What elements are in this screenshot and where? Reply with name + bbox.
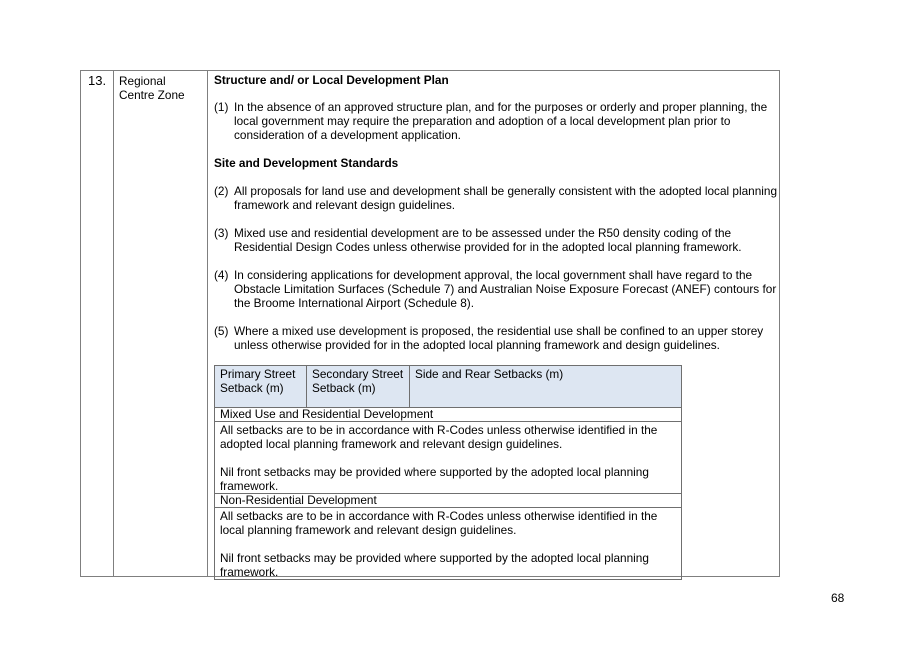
clause-number: (5) [214, 324, 229, 338]
zone-provisions [214, 73, 778, 352]
section-heading-structure: Structure and/ or Local Development Plan [214, 73, 449, 87]
clause-4 [214, 268, 778, 310]
row-number: 13. [88, 73, 107, 88]
header-side-rear-setbacks: Side and Rear Setbacks (m) [410, 366, 682, 408]
clause-number: (1) [214, 100, 229, 114]
setbacks-body-row [215, 422, 682, 494]
section-heading-site: Site and Development Standards [214, 156, 399, 170]
column-divider [113, 71, 114, 576]
clause-number: (4) [214, 268, 229, 282]
setback-note: All setbacks are to be in accordance with R-Codes unless otherwise identified in the local planning framework and relevant design guidelines. [220, 509, 658, 537]
setback-note: All setbacks are to be in accordance with R-Codes unless otherwise identified in the adopted local planning framework and relevant design guidelines. [220, 423, 658, 451]
section-title: Non-Residential Development [215, 494, 682, 508]
page-number: 68 [831, 591, 845, 605]
setbacks-header-row [215, 366, 682, 408]
clause-number: (2) [214, 184, 229, 198]
column-divider [207, 71, 208, 576]
section-row-mixed-use [215, 408, 682, 422]
setbacks-table [214, 365, 682, 580]
zone-row [80, 70, 780, 577]
clause-text: In considering applications for development approval, the local government shall have regard to the Obstacle Limitation Surfaces (Schedule 7) and Australian Noise Exposure Forecast (ANEF) contours for the Broome International Airport (Schedule 8). [234, 268, 777, 310]
clause-1 [214, 100, 778, 142]
clause-text: In the absence of an approved structure plan, and for the purposes or orderly and proper planning, the local government may require the preparation and adoption of a local development plan prior to consideration of a development application. [234, 100, 768, 142]
clause-2 [214, 184, 778, 212]
clause-5 [214, 324, 778, 352]
header-primary-street-setback: Primary Street Setback (m) [215, 366, 307, 408]
section-title: Mixed Use and Residential Development [215, 408, 682, 422]
zone-name [119, 74, 209, 102]
section-row-non-residential [215, 494, 682, 508]
clause-text: Where a mixed use development is proposed, the residential use shall be confined to an upper storey unless otherwise provided for in the adopted local planning framework and design guidelines. [234, 324, 764, 352]
zone-name-line: Centre Zone [119, 88, 185, 102]
clause-3 [214, 226, 778, 254]
zone-name-line: Regional [119, 74, 166, 88]
setback-note: Nil front setbacks may be provided where supported by the adopted local planning framework. [220, 551, 649, 579]
setback-note: Nil front setbacks may be provided where supported by the adopted local planning framework. [220, 465, 649, 493]
clause-text: All proposals for land use and development shall be generally consistent with the adopted local planning framework and relevant design guidelines. [234, 184, 778, 212]
clause-number: (3) [214, 226, 229, 240]
clause-text: Mixed use and residential development are to be assessed under the R50 density coding of the Residential Design Codes unless otherwise provided for in the adopted local planning framework. [234, 226, 742, 254]
header-secondary-street-setback: Secondary Street Setback (m) [307, 366, 410, 408]
setbacks-body-row [215, 508, 682, 580]
